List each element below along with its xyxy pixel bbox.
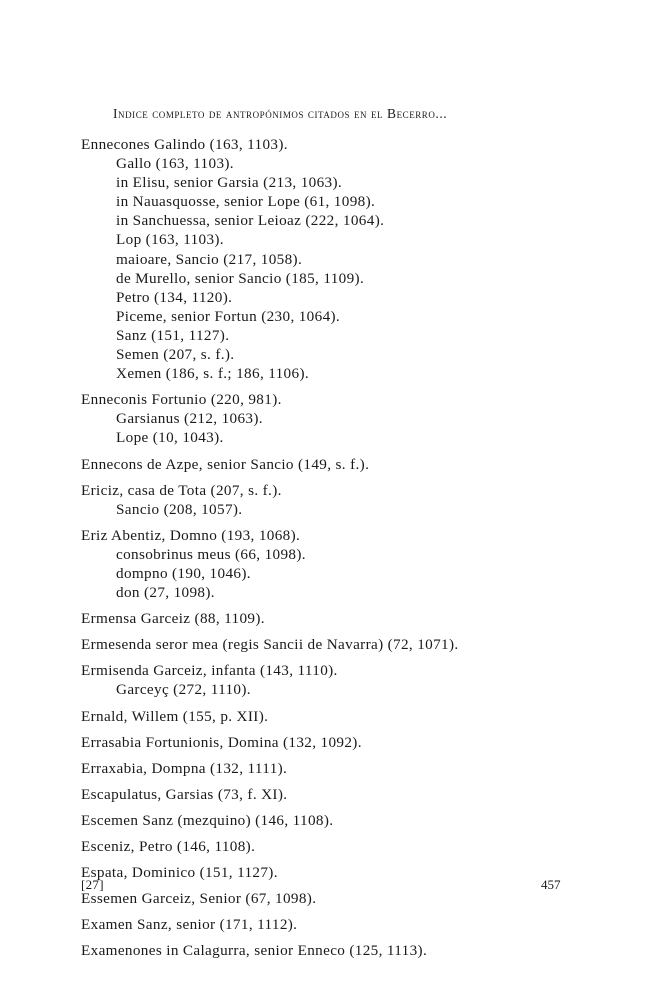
entry-heading: Enneconis Fortunio (220, 981). [81,391,282,409]
entry-heading: Eriz Abentiz, Domno (193, 1068). [81,526,301,544]
entry-subline: Semen (207, s. f.). [116,346,235,364]
index-entry [81,785,601,804]
index-entry [81,733,601,752]
index-entries [81,135,601,960]
index-entry [81,941,601,960]
entry-heading: Ernald, Willem (155, p. XII). [81,707,269,725]
entry-subline: Lop (163, 1103). [116,231,224,249]
entry-heading: Ennecones Galindo (163, 1103). [81,136,288,153]
index-entry [81,707,601,726]
index-entry [81,609,601,628]
index-entry [81,915,601,934]
entry-subline: Lope (10, 1043). [116,429,224,447]
entry-subline: de Murello, senior Sancio (185, 1109). [116,269,365,287]
entry-subline: in Sanchuessa, senior Leioaz (222, 1064). [116,212,385,230]
page-number: 457 [541,877,561,892]
index-entry [81,390,601,447]
index-entry [81,526,601,602]
index-entry [81,889,601,908]
entry-heading: Ermesenda seror mea (regis Sancii de Navarra) (72, 1071). [81,636,459,654]
entry-subline: in Elisu, senior Garsia (213, 1063). [116,174,343,192]
entry-heading: Errasabia Fortunionis, Domina (132, 1092). [81,733,362,751]
index-entry [81,811,601,830]
entry-subline: Garceyç (272, 1110). [116,681,251,699]
entry-heading: Escemen Sanz (mezquino) (146, 1108). [81,811,334,829]
entry-subline: Petro (134, 1120). [116,288,233,306]
entry-heading: Erraxabia, Dompna (132, 1111). [81,759,288,777]
entry-heading: Esceniz, Petro (146, 1108). [81,838,256,855]
entry-subline: Sanz (151, 1127). [116,326,230,344]
entry-heading: Ermisenda Garceiz, infanta (143, 1110). [81,662,338,680]
entry-heading: Examen Sanz, senior (171, 1112). [81,916,298,934]
section-number: [27] [81,877,104,892]
entry-subline: in Nauasquosse, senior Lope (61, 1098). [116,193,376,211]
index-entry [81,635,601,654]
index-entry [81,863,601,882]
entry-subline: consobrinus meus (66, 1098). [116,545,306,563]
entry-subline: dompno (190, 1046). [116,564,251,582]
index-entry [81,661,601,699]
index-entry [81,759,601,778]
entry-heading: Ericiz, casa de Tota (207, s. f.). [81,481,282,499]
entry-subline: Piceme, senior Fortun (230, 1064). [116,307,341,325]
entry-subline: Xemen (186, s. f.; 186, 1106). [116,365,310,383]
entry-heading: Essemen Garceiz, Senior (67, 1098). [81,890,317,908]
entry-heading: Escapulatus, Garsias (73, f. XI). [81,785,288,803]
page-header: Indice completo de antropónimos citados en el Becerro... [113,106,448,121]
entry-subline: Sancio (208, 1057). [116,500,243,518]
entry-subline: Gallo (163, 1103). [116,155,234,173]
index-entry [81,135,601,383]
entry-subline: Garsianus (212, 1063). [116,410,263,428]
entry-heading: Ermensa Garceiz (88, 1109). [81,610,265,628]
entry-subline: don (27, 1098). [116,584,215,602]
index-entry [81,837,601,856]
index-entry [81,455,601,474]
entry-heading: Ennecons de Azpe, senior Sancio (149, s. f.). [81,455,370,473]
entry-heading: Examenones in Calagurra, senior Enneco (125, 1113). [81,942,428,960]
entry-heading: Espata, Dominico (151, 1127). [81,864,278,882]
entry-subline: maioare, Sancio (217, 1058). [116,250,303,268]
index-entry [81,481,601,519]
